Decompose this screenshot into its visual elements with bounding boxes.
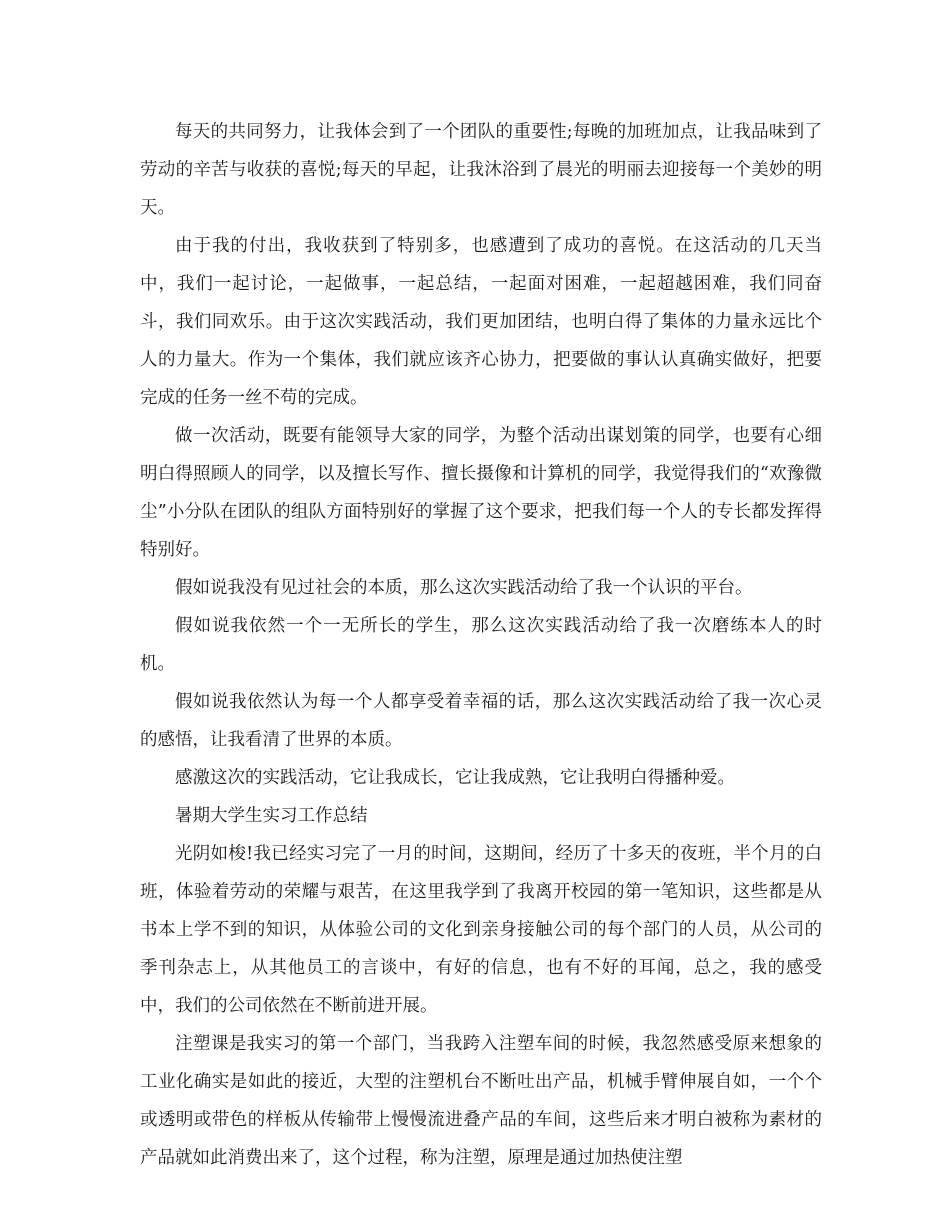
- paragraph-internship-intro: 光阴如梭!我已经实习完了一月的时间，这期间，经历了十多天的夜班，半个月的白班，体验着劳动的荣耀与艰苦，在这里我学到了我离开校园的第一笔知识，这些都是从书本上学不到的知识，从体验公司的文化到亲身接触公司的每个部门的人员，从公司的季刊杂志上，从其他员工的言谈中，有好的信息，也有不好的耳闻，总之，我的感受中，我们的公司依然在不断前进开展。: [140, 844, 822, 1016]
- paragraph-harvest: 由于我的付出，我收获到了特别多，也感遭到了成功的喜悦。在这活动的几天当中，我们一起讨论，一起做事，一起总结，一起面对困难，一起超越困难，我们同奋斗，我们同欢乐。由于这次实践活动，我们更加团结，也明白得了集体的力量永远比个人的力量大。作为一个集体，我们就应该齐心协力，把要做的事认认真确实做好，把要完成的任务一丝不苟的完成。: [140, 236, 822, 408]
- paragraph-opportunity: 假如说我依然一个一无所长的学生，那么这次实践活动给了我一次磨练本人的时机。: [140, 616, 822, 674]
- document-body: [140, 113, 822, 1177]
- section-heading: 暑期大学生实习工作总结: [175, 806, 368, 826]
- paragraph-society: 假如说我没有见过社会的本质，那么这次实践活动给了我一个认识的平台。: [175, 578, 753, 598]
- paragraph-gratitude: 感激这次的实践活动，它让我成长，它让我成熟，它让我明白得播种爱。: [175, 768, 735, 788]
- paragraph-insight: 假如说我依然认为每一个人都享受着幸福的话，那么这次实践活动给了我一次心灵的感悟，让我看清了世界的本质。: [140, 692, 822, 750]
- paragraph-team-roles: 做一次活动，既要有能领导大家的同学，为整个活动出谋划策的同学，也要有心细明白得照顾人的同学，以及擅长写作、擅长摄像和计算机的同学，我觉得我们的“欢豫微尘”小分队在团队的组队方面特别好的掌握了这个要求，把我们每一个人的专长都发挥得特别好。: [140, 426, 822, 560]
- paragraph-injection-molding: 注塑课是我实习的第一个部门，当我跨入注塑车间的时候，我忽然感受原来想象的工业化确实是如此的接近，大型的注塑机台不断吐出产品，机械手臂伸展自如，一个个或透明或带色的样板从传输带上慢慢流进叠产品的车间，这些后来才明白被称为素材的产品就如此消费出来了，这个过程，称为注塑，原理是通过加热使注塑: [140, 1034, 822, 1168]
- paragraph-teamwork: 每天的共同努力，让我体会到了一个团队的重要性;每晚的加班加点，让我品味到了劳动的辛苦与收获的喜悦;每天的早起，让我沐浴到了晨光的明丽去迎接每一个美妙的明天。: [140, 122, 822, 218]
